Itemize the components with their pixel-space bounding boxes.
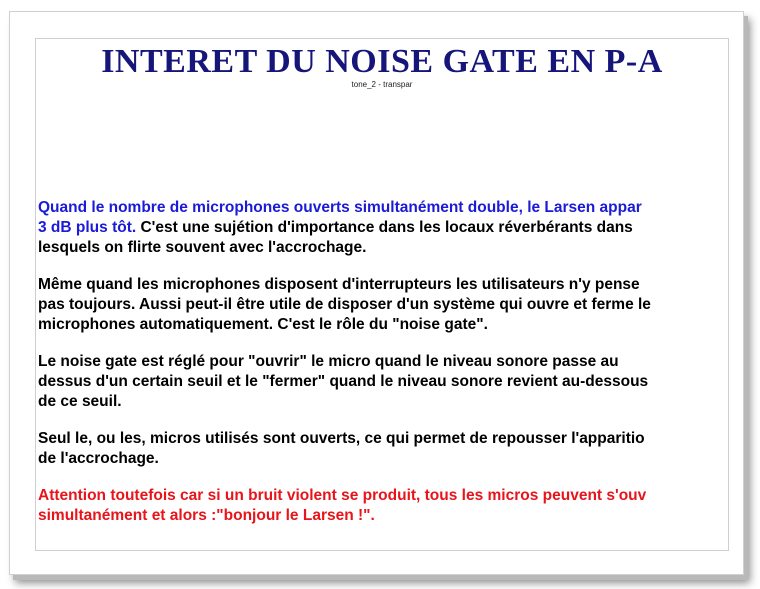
body-paragraph	[38, 198, 729, 258]
paragraph-line	[38, 486, 729, 506]
paragraph-line	[38, 506, 729, 526]
text-segment: 3 dB plus tôt.	[38, 219, 137, 236]
slide-title: INTERET DU NOISE GATE EN P-A	[101, 43, 663, 80]
text-segment: Même quand les microphones disposent d'interrupteurs les utilisateurs n'y pense	[38, 276, 640, 293]
paragraph-line	[38, 218, 729, 238]
text-segment: dessus d'un certain seuil et le "fermer" quand le niveau sonore revient au-dessous	[38, 373, 649, 390]
text-segment: simultanément et alors :"bonjour le Larsen !".	[38, 507, 375, 524]
text-segment: Attention toutefois car si un bruit violent se produit, tous les micros peuvent s'ouv	[38, 487, 647, 504]
paragraph-line	[38, 295, 729, 315]
body-paragraph	[38, 352, 729, 412]
text-segment: Quand le nombre de microphones ouverts simultanément double, le Larsen appar	[38, 199, 642, 216]
text-segment: pas toujours. Aussi peut-il être utile de disposer d'un système qui ouvre et ferme le	[38, 296, 651, 313]
body-paragraph	[38, 429, 729, 469]
image-caption: tone_2 - transpar	[351, 80, 413, 89]
paragraph-line	[38, 449, 729, 469]
slide-content-frame	[35, 38, 729, 551]
paragraph-line	[38, 238, 729, 258]
text-segment: C'est une sujétion d'importance dans les locaux réverbérants dans	[136, 219, 633, 236]
paragraph-line	[38, 372, 729, 392]
paragraph-line	[38, 429, 729, 449]
slide-page	[9, 11, 744, 575]
paragraph-line	[38, 392, 729, 412]
text-segment: microphones automatiquement. C'est le rôle du "noise gate".	[38, 316, 488, 333]
text-segment: lesquels on flirte souvent avec l'accrochage.	[38, 239, 367, 256]
body-paragraph	[38, 486, 729, 526]
paragraph-line	[38, 352, 729, 372]
paragraph-line	[38, 275, 729, 295]
paragraph-line	[38, 315, 729, 335]
slide-body-text	[38, 198, 729, 543]
text-segment: de ce seuil.	[38, 393, 122, 410]
body-paragraph	[38, 275, 729, 335]
text-segment: de l'accrochage.	[38, 450, 159, 467]
text-segment: Le noise gate est réglé pour "ouvrir" le micro quand le niveau sonore passe au	[38, 353, 619, 370]
paragraph-line	[38, 198, 729, 218]
text-segment: Seul le, ou les, micros utilisés sont ouverts, ce qui permet de repousser l'apparitio	[38, 430, 645, 447]
